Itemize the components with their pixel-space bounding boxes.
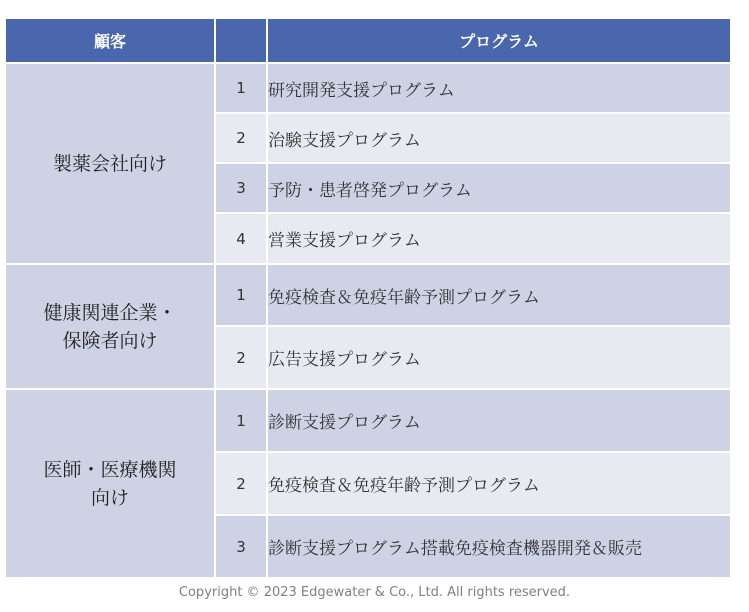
- program-cell: 広告支援プログラム: [267, 326, 731, 389]
- program-cell: 免疫検査＆免疫年齢予測プログラム: [267, 264, 731, 326]
- header-customer: 顧客: [5, 18, 215, 63]
- program-cell: 研究開発支援プログラム: [267, 63, 731, 113]
- table-row: [5, 63, 731, 113]
- row-number: 1: [215, 389, 267, 452]
- program-table: [4, 17, 732, 579]
- program-cell: 免疫検査＆免疫年齢予測プログラム: [267, 452, 731, 515]
- row-number: 4: [215, 213, 267, 264]
- program-cell: 診断支援プログラム搭載免疫検査機器開発＆販売: [267, 515, 731, 578]
- header-number: [215, 18, 267, 63]
- header-row: [5, 18, 731, 63]
- program-cell: 治験支援プログラム: [267, 113, 731, 163]
- program-cell: 営業支援プログラム: [267, 213, 731, 264]
- customer-cell: 製薬会社向け: [5, 63, 215, 264]
- row-number: 1: [215, 264, 267, 326]
- row-number: 2: [215, 326, 267, 389]
- customer-cell: 健康関連企業・ 保険者向け: [5, 264, 215, 389]
- header-program: プログラム: [267, 18, 731, 63]
- program-cell: 診断支援プログラム: [267, 389, 731, 452]
- table-row: [5, 389, 731, 452]
- row-number: 1: [215, 63, 267, 113]
- program-cell: 予防・患者啓発プログラム: [267, 163, 731, 213]
- row-number: 3: [215, 163, 267, 213]
- row-number: 2: [215, 113, 267, 163]
- table-row: [5, 264, 731, 326]
- copyright-text: Copyright © 2023 Edgewater & Co., Ltd. All rights reserved.: [178, 585, 571, 600]
- row-number: 3: [215, 515, 267, 578]
- customer-cell: 医師・医療機関 向け: [5, 389, 215, 578]
- row-number: 2: [215, 452, 267, 515]
